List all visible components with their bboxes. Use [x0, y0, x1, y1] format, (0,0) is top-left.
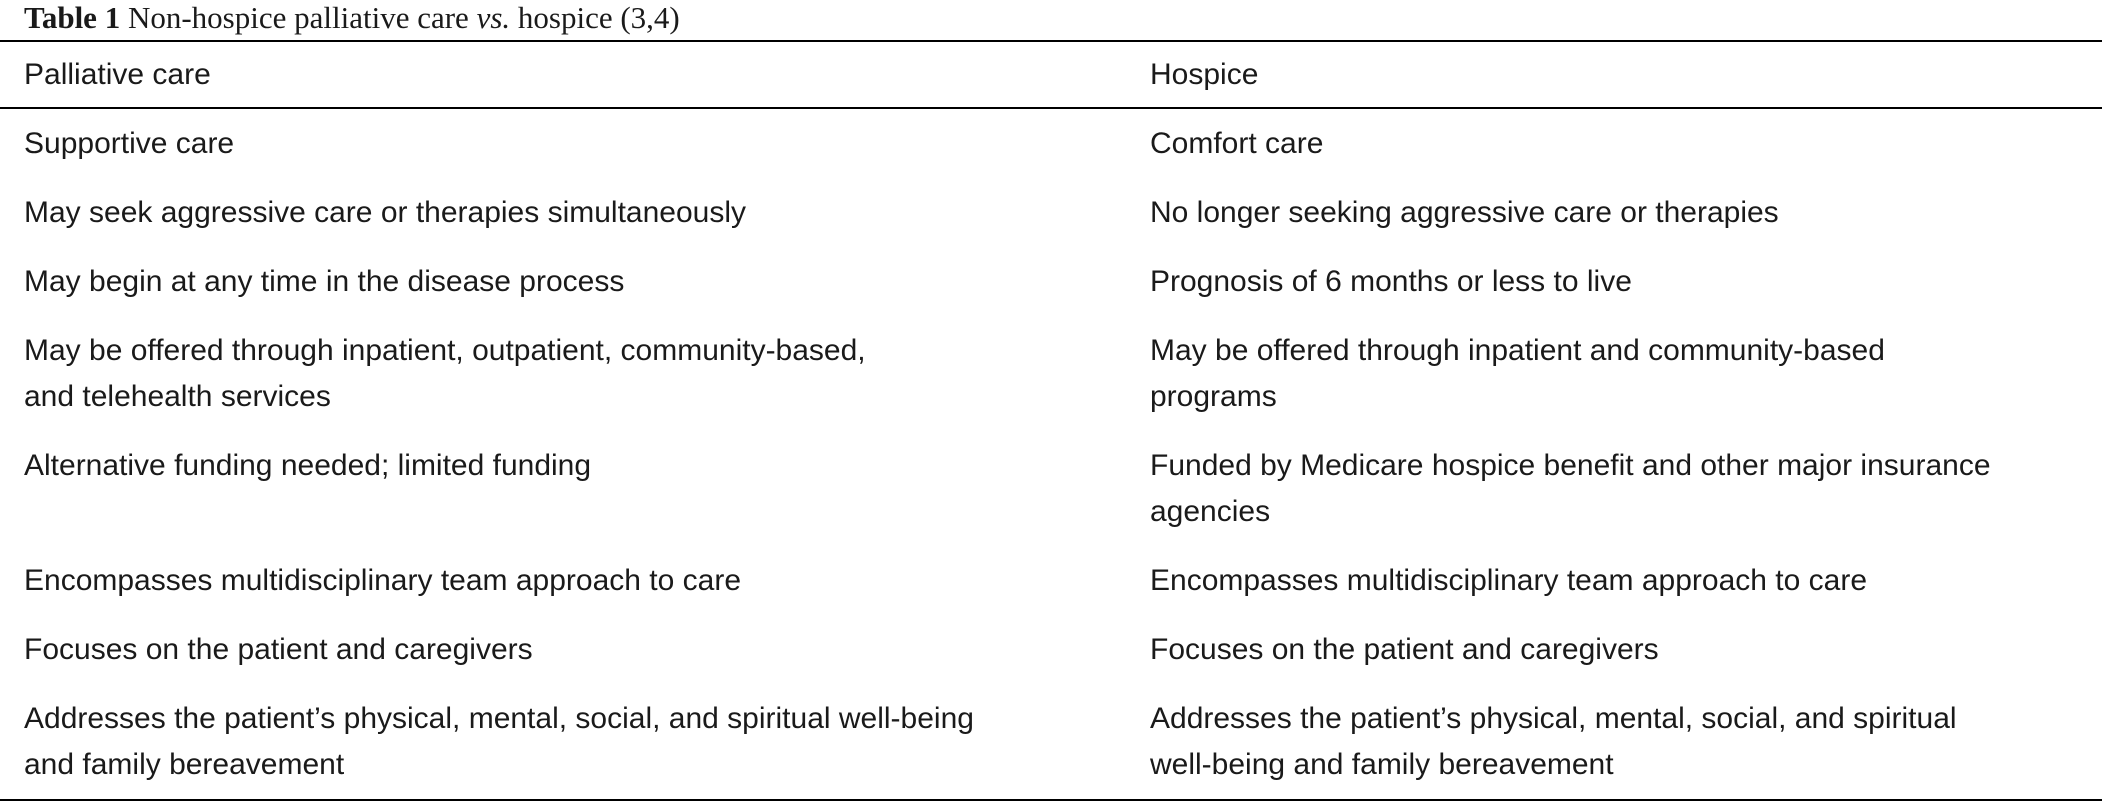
cell-text: Addresses the patient’s physical, mental, social, and spiritual well-being and family bereavement [1150, 702, 1957, 781]
cell-text: Addresses the patient’s physical, mental, social, and spiritual well-being and family bereavement [24, 702, 974, 781]
table-cell-palliative [0, 431, 1126, 546]
table-row [0, 316, 2102, 431]
caption-label: Table 1 [24, 0, 121, 35]
table-cell-palliative [0, 684, 1126, 800]
table-cell-palliative [0, 316, 1126, 431]
table-cell-hospice [1126, 546, 2102, 615]
comparison-table [0, 40, 2102, 801]
table-cell-palliative [0, 108, 1126, 178]
cell-text: Focuses on the patient and caregivers [1150, 633, 1659, 666]
table-caption [24, 0, 680, 36]
table-cell-hospice [1126, 431, 2102, 546]
table-cell-palliative [0, 546, 1126, 615]
header-row [0, 41, 2102, 108]
table-row [0, 431, 2102, 546]
table-cell-hospice [1126, 316, 2102, 431]
table-row [0, 546, 2102, 615]
cell-text: Prognosis of 6 months or less to live [1150, 265, 1632, 298]
cell-text: May be offered through inpatient and community-based programs [1150, 334, 1885, 413]
cell-text: Comfort care [1150, 127, 1324, 160]
column-header-palliative-care: Palliative care [24, 57, 211, 91]
table-row [0, 108, 2102, 178]
table-header [0, 41, 2102, 108]
cell-text: May seek aggressive care or therapies simultaneously [24, 196, 747, 229]
table-cell-palliative [0, 247, 1126, 316]
comparison-table-container [0, 40, 2102, 801]
table-row [0, 178, 2102, 247]
table-cell-palliative [0, 615, 1126, 684]
table-row [0, 684, 2102, 800]
column-header-hospice: Hospice [1150, 57, 1259, 91]
cell-text: Funded by Medicare hospice benefit and other major insurance agencies [1150, 449, 1991, 528]
table-row [0, 615, 2102, 684]
cell-text: No longer seeking aggressive care or therapies [1150, 196, 1779, 229]
table-cell-hospice [1126, 178, 2102, 247]
cell-text: Encompasses multidisciplinary team approach to care [24, 564, 741, 597]
table-cell-hospice [1126, 108, 2102, 178]
cell-text: Focuses on the patient and caregivers [24, 633, 533, 666]
table-row [0, 247, 2102, 316]
table-body [0, 108, 2102, 800]
table-cell-hospice [1126, 684, 2102, 800]
cell-text: Encompasses multidisciplinary team approach to care [1150, 564, 1867, 597]
table-cell-hospice [1126, 615, 2102, 684]
caption-text-before: Non-hospice palliative care [127, 0, 477, 35]
caption-text-after: hospice (3,4) [510, 0, 680, 35]
cell-text: Supportive care [24, 127, 235, 160]
table-cell-hospice [1126, 247, 2102, 316]
caption-text-italic: vs. [476, 0, 511, 35]
cell-text: Alternative funding needed; limited funding [24, 449, 592, 482]
cell-text: May be offered through inpatient, outpatient, community-based, and telehealth services [24, 334, 866, 413]
cell-text: May begin at any time in the disease process [24, 265, 625, 298]
table-cell-palliative [0, 178, 1126, 247]
